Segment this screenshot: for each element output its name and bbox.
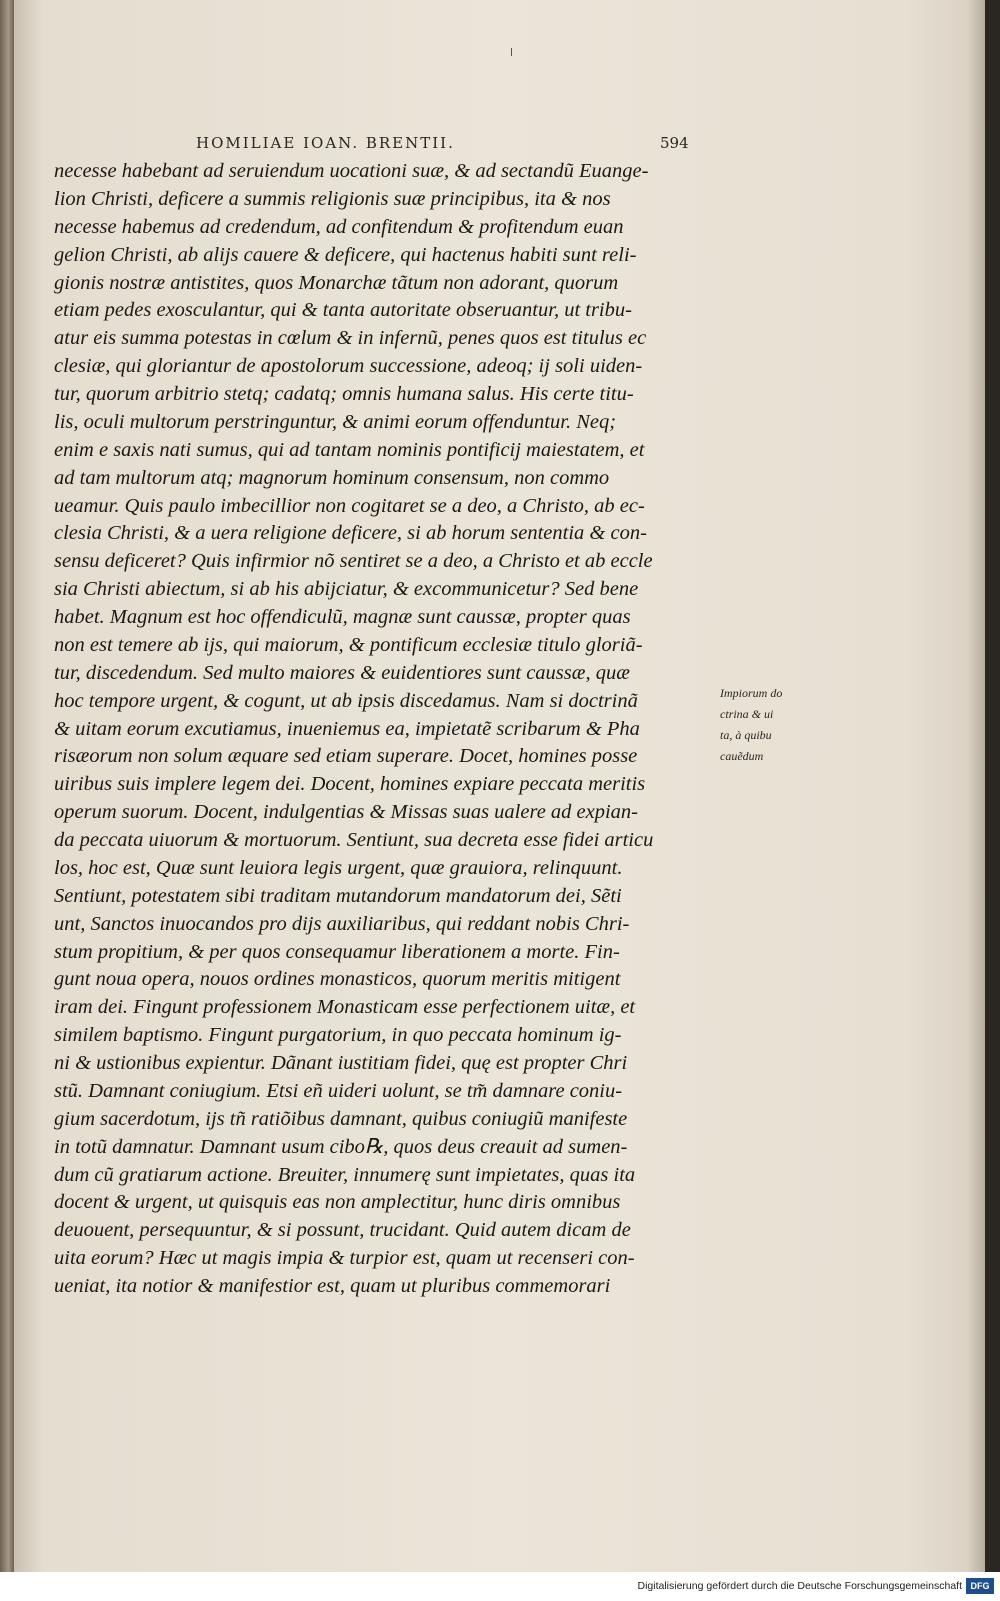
text-line: habet. Magnum est hoc offendiculũ, magnæ sunt caussæ, propter quas (54, 606, 631, 628)
marginal-note-line: ctrina & ui (720, 707, 774, 721)
printer-mark (511, 48, 512, 56)
text-line: enim e saxis nati sumus, qui ad tantam nominis pontificij maiestatem, et (54, 438, 645, 461)
marginal-note-line: cauẽdum (720, 749, 764, 763)
page-number: 594 (660, 134, 689, 152)
text-line: ad tam multorum atq; magnorum hominum consensum, non commo (54, 466, 610, 489)
marginal-note-line: Impiorum do (720, 686, 783, 700)
text-line: ueniat, ita notior & manifestior est, quam ut pluribus commemorari (54, 1275, 611, 1297)
text-line: necesse habemus ad credendum, ad confitendum & profitendum euan (54, 215, 624, 238)
text-line: los, hoc est, Quæ sunt leuiora legis urgent, quæ grauiora, relinquunt. (54, 856, 623, 879)
text-line: lion Christi, deficere a summis religionis suæ principibus, ita & nos (54, 187, 611, 210)
text-line: dum cũ gratiarum actione. Breuiter, innumerę sunt impietates, quas ita (54, 1163, 636, 1186)
text-line: ueamur. Quis paulo imbecillior non cogitaret se a deo, a Christo, ab ec- (54, 494, 645, 517)
previous-page-edge (0, 0, 14, 1572)
text-line: lis, oculi multorum perstringuntur, & animi eorum offenduntur. Neq; (54, 410, 617, 433)
text-line: gium sacerdotum, ijs tñ ratiõibus damnant, quibus coniugiũ manifeste (54, 1107, 628, 1130)
marginal-note-line: ta, à quibu (720, 728, 772, 742)
text-line: similem baptismo. Fingunt purgatorium, in quo peccata hominum ig- (54, 1024, 622, 1047)
text-line: sia Christi abiectum, si ab his abijciatur, & excommunicetur? Sed bene (54, 578, 639, 601)
page-gutter-shadow (967, 0, 985, 1572)
text-line: necesse habebant ad seruiendum uocationi suæ, & ad sectandũ Euange- (54, 160, 649, 182)
text-line: sensu deficeret? Quis infirmior nõ sentiret se a deo, a Christo et ab eccle (54, 550, 653, 573)
text-line: Sentiunt, potestatem sibi traditam mutandorum mandatorum dei, Sẽti (54, 884, 622, 907)
text-line: da peccata uiuorum & mortuorum. Sentiunt, sua decreta esse fidei articu (54, 829, 654, 851)
text-line: clesiæ, qui gloriantur de apostolorum successione, adeoq; ij soli uiden- (54, 355, 643, 378)
dfg-logo-icon: DFG (966, 1578, 994, 1594)
text-line: stum propitium, & per quos consequamur liberationem a morte. Fin- (54, 940, 620, 963)
text-line: deuouent, persequuntur, & si possunt, trucidant. Quid autem dicam de (54, 1219, 631, 1242)
footer-bar (0, 1572, 1000, 1601)
text-line: atur eis summa potestas in cœlum & in infernũ, penes quos est titulus ec (54, 327, 647, 350)
text-line: gunt noua opera, nouos ordines monasticos, quorum meritis mitigent (54, 968, 621, 991)
text-line: ni & ustionibus expientur. Dãnant iustitiam fidei, quę est propter Chri (54, 1052, 628, 1074)
text-line: docent & urgent, ut quisquis eas non amplectitur, hunc diris omnibus (54, 1191, 621, 1214)
text-line: uita eorum? Hæc ut magis impia & turpior est, quam ut recenseri con- (54, 1247, 635, 1270)
text-line: risæorum non solum æquare sed etiam superare. Docet, homines posse (54, 745, 638, 768)
text-line: uiribus suis implere legem dei. Docent, homines expiare peccata meritis (54, 773, 646, 796)
text-line: unt, Sanctos inuocandos pro dijs auxiliaribus, qui reddant nobis Chri- (54, 912, 630, 935)
funding-credit: Digitalisierung gefördert durch die Deutsche Forschungsgemeinschaft (637, 1580, 962, 1592)
text-line: tur, discedendum. Sed multo maiores & euidentiores sunt caussæ, quæ (54, 661, 630, 684)
text-line: & uitam eorum excutiamus, inueniemus ea, impietatẽ scribarum & Pha (54, 717, 640, 740)
text-line: gionis nostræ antistites, quos Monarchæ tãtum non adorant, quorum (54, 271, 619, 294)
text-line: non est temere ab ijs, qui maiorum, & pontificum ecclesiæ titulo gloriã- (54, 633, 643, 656)
body-text (54, 158, 719, 1301)
marginal-note (720, 683, 810, 767)
text-line: operum suorum. Docent, indulgentias & Missas suas ualere ad expian- (54, 801, 639, 824)
text-line: stũ. Damnant coniugium. Etsi eñ uideri uolunt, se tm̃ damnare coniu- (54, 1079, 623, 1102)
text-line: in totũ damnatur. Damnant usum cibo℞, quos deus creauit ad sumen- (54, 1135, 628, 1158)
text-line: iram dei. Fingunt professionem Monasticam esse perfectionem uitæ, et (54, 996, 636, 1019)
text-line: hoc tempore urgent, & cogunt, ut ab ipsis discedamus. Nam si doctrinã (54, 689, 638, 712)
text-line: tur, quorum arbitrio stetq; cadatq; omnis humana salus. His certe titu- (54, 383, 634, 405)
text-line: gelion Christi, ab alijs cauere & deficere, qui hactenus habiti sunt reli- (54, 243, 637, 266)
text-line: etiam pedes exosculantur, qui & tanta autoritate obseruantur, ut tribu- (54, 299, 632, 322)
running-title: HOMILIAE IOAN. BRENTII. (196, 134, 455, 152)
text-line: clesia Christi, & a uera religione deficere, si ab horum sententia & con- (54, 522, 647, 545)
